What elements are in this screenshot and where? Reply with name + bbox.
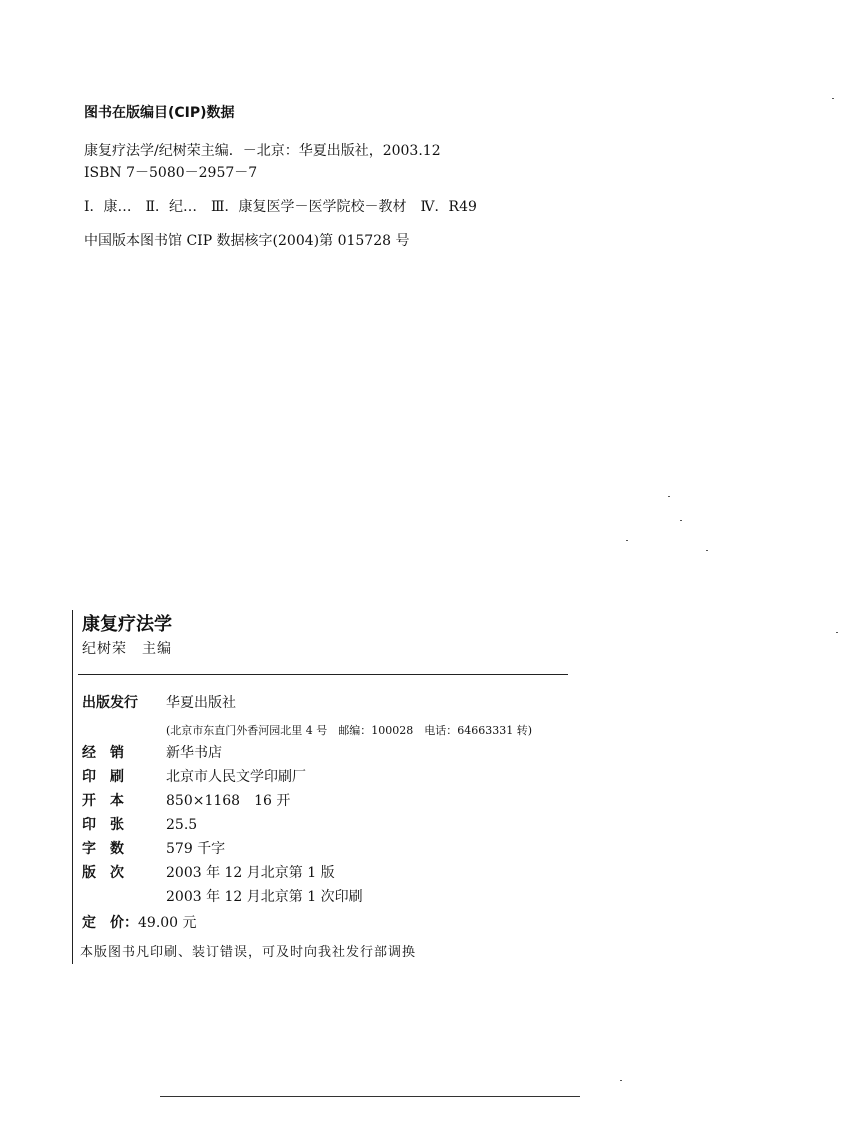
scan-speck: [680, 520, 682, 521]
cip-isbn: ISBN 7－5080－2957－7: [84, 165, 258, 181]
cip-record: 康复疗法学/纪树荣主编．－北京：华夏出版社，2003.12: [84, 143, 441, 159]
format-value: 850×1168 16 开: [166, 793, 291, 809]
publisher-address: (北京市东直门外香河园北里 4 号 邮编：100028 电话：64663331 转): [166, 724, 533, 737]
errata-notice: 本版图书凡印刷、装订错误，可及时向我社发行部调换: [80, 945, 417, 960]
price-label: 定 价：: [82, 915, 138, 931]
book-title: 康复疗法学: [82, 614, 172, 635]
cip-heading: 图书在版编目(CIP)数据: [84, 105, 235, 121]
footer-rule: [160, 1096, 580, 1097]
colophon-left-rule: [72, 610, 73, 964]
format-label: 开 本: [82, 793, 124, 809]
words-value: 579 千字: [166, 841, 226, 857]
distributor-label: 经 销: [82, 745, 124, 761]
price-row: [82, 914, 197, 932]
scan-speck: [668, 496, 670, 497]
edition-label: 版 次: [82, 865, 124, 881]
scan-speck: [836, 632, 838, 633]
cip-catalog-number: 中国版本图书馆 CIP 数据核字(2004)第 015728 号: [84, 233, 410, 249]
distributor-value: 新华书店: [166, 745, 222, 761]
price-value: 49.00 元: [138, 915, 197, 931]
colophon-block: [72, 608, 572, 964]
sheets-label: 印 张: [82, 817, 124, 833]
scan-speck: [620, 1080, 622, 1081]
printer-value: 北京市人民文学印刷厂: [166, 769, 306, 785]
printing-value: 2003 年 12 月北京第 1 次印刷: [166, 889, 363, 905]
publisher-label: 出版发行: [82, 695, 138, 711]
publisher-value: 华夏出版社: [166, 695, 236, 711]
scan-speck: [832, 98, 834, 99]
printer-label: 印 刷: [82, 769, 124, 785]
sheets-value: 25.5: [166, 817, 198, 833]
book-editor: 纪树荣 主编: [82, 641, 172, 657]
edition-value: 2003 年 12 月北京第 1 版: [166, 865, 335, 881]
scan-speck: [626, 540, 628, 541]
cip-classification: Ⅰ．康… Ⅱ．纪… Ⅲ．康复医学－医学院校－教材 Ⅳ．R49: [84, 199, 477, 215]
words-label: 字 数: [82, 841, 124, 857]
scan-speck: [706, 550, 708, 551]
colophon-divider: [78, 674, 568, 675]
